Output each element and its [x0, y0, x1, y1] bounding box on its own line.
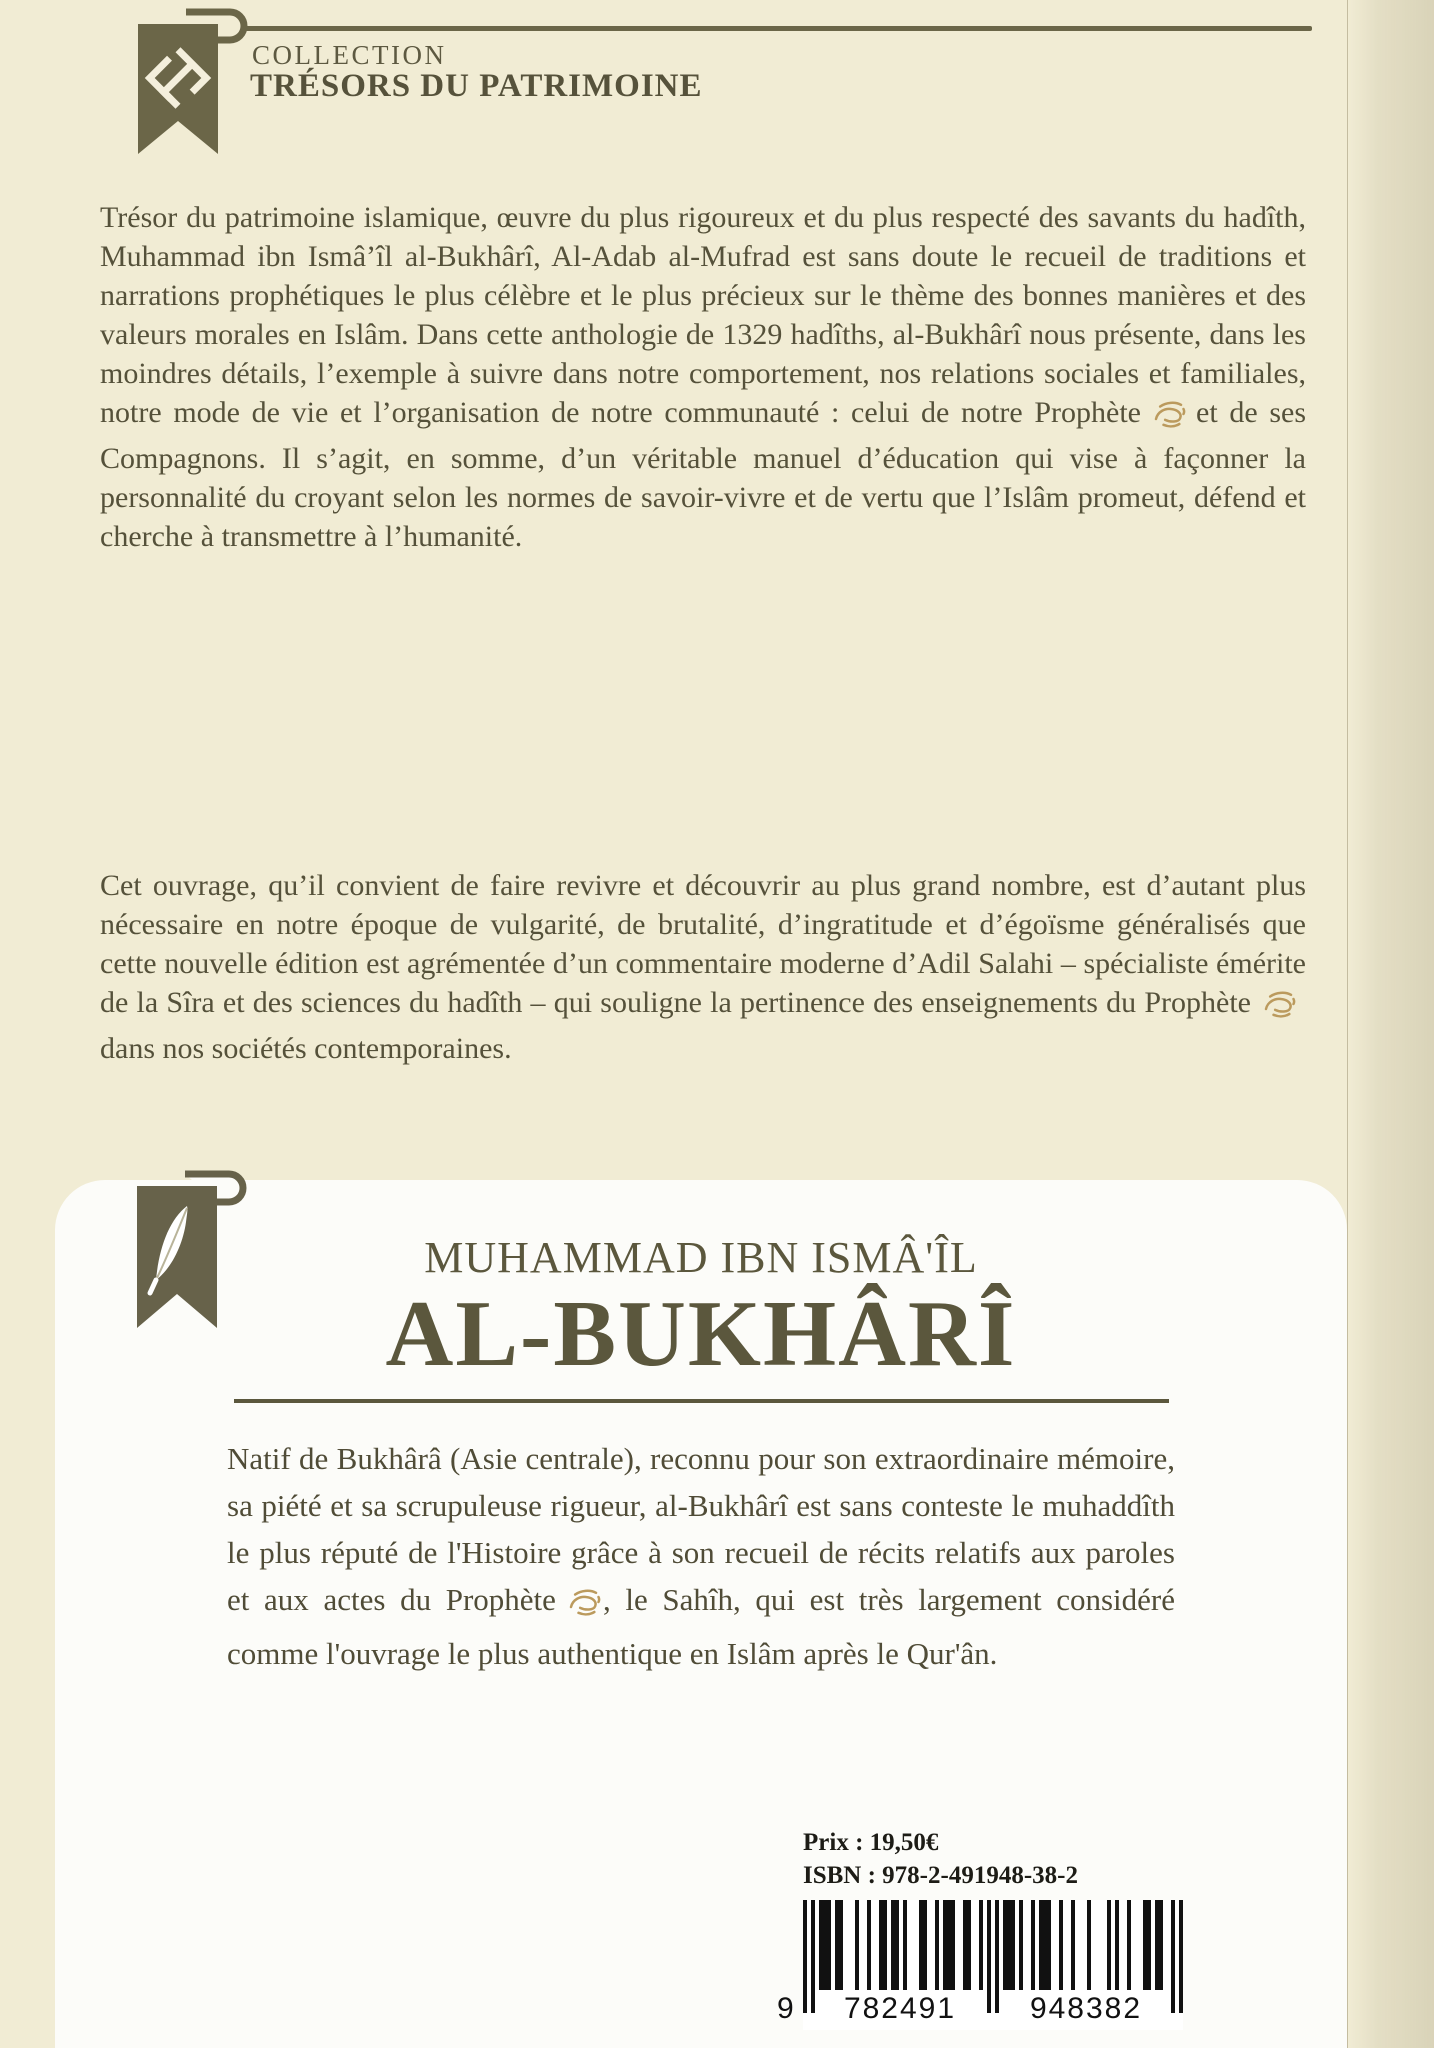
- author-panel: [55, 1180, 1347, 2048]
- page-edge-shading: [1347, 0, 1434, 2048]
- collection-name: TRÉSORS DU PATRIMOINE: [250, 68, 703, 104]
- synopsis-paragraph-1: [100, 198, 1306, 556]
- author-bookmark-icon: [125, 1166, 257, 1336]
- collection-label: COLLECTION: [252, 40, 447, 70]
- synopsis-p1-text-a: Trésor du patrimoine islamique, œuvre du plus rigoureux et du plus respecté des savants du hadîth, Muhammad ibn Ismâ’îl al-Bukhârî, Al-Adab al-Mufrad est sans doute le recueil de traditions et narrations prophétiques le plus célèbre et le plus précieux sur le thème des bonnes manières et des valeurs morales en Islâm. Dans cette anthologie de 1329 hadîths, al-Bukhârî nous présente, dans les moindres détails, l’exemple à suivre dans notre comportement, nos relations sociales et familiales, notre mode de vie et l’organisation de notre communauté : celui de notre Prophète: [100, 201, 1306, 429]
- barcode-left-group: 782491: [843, 1992, 957, 2025]
- prophet-honorific-icon: [1260, 989, 1297, 1029]
- author-rule: [234, 1399, 1169, 1403]
- author-name-line2: AL-BUKHÂRÎ: [385, 1282, 1017, 1386]
- synopsis-p2-text-b: dans nos sociétés contemporaines.: [100, 1032, 512, 1065]
- price-label: Prix : 19,50€: [803, 1829, 939, 1856]
- bookmark-ribbon-icon: [125, 1166, 257, 1336]
- isbn-label: ISBN : 978-2-491948-38-2: [803, 1862, 1078, 1889]
- prophet-honorific-icon: [565, 1583, 602, 1630]
- prophet-honorific-icon: [1150, 399, 1187, 439]
- author-bio: [227, 1435, 1175, 1677]
- collection-bookmark-icon: [126, 4, 258, 160]
- synopsis-p1-text-b: et de ses Compagnons. Il s’agit, en somme, d’un véritable manuel d’éducation qui vise à façonner la personnalité du croyant selon les normes de savoir-vivre et de vertu que l’Islâm promeut, défend et cherche à transmettre à l’humanité.: [100, 396, 1306, 553]
- ean13-barcode: [777, 1900, 1183, 2030]
- bookmark-ribbon-icon: [126, 4, 258, 160]
- barcode-right-group: 948382: [1029, 1992, 1143, 2025]
- synopsis-p2-text-a: Cet ouvrage, qu’il convient de faire revivre et découvrir au plus grand nombre, est d’autant plus nécessaire en notre époque de vulgarité, de brutalité, d’ingratitude et d’égoïsme généralisés que cette nouvelle édition est agrémentée d’un commentaire moderne d’Adil Salahi – spécialiste émérite de la Sîra et des sciences du hadîth – qui souligne la pertinence des enseignements du Prophète: [100, 869, 1306, 1019]
- barcode-system-digit: 9: [777, 1992, 796, 2025]
- author-name-line1: MUHAMMAD IBN ISMÂ'ÎL: [424, 1233, 978, 1282]
- synopsis-paragraph-2: [100, 866, 1306, 1068]
- price-block: [777, 1826, 1283, 2030]
- author-bio-text-a: Natif de Bukhârâ (Asie centrale), reconnu pour son extraordinaire mémoire, sa piété et sa scrupuleuse rigueur, al-Bukhârî est sans conteste le muhaddîth le plus réputé de l'Histoire grâce à son recueil de récits relatifs aux paroles et aux actes du Prophète: [227, 1440, 1175, 1617]
- author-bio-text-b: , le Sahîh, qui est très largement considéré comme l'ouvrage le plus authentique en Islâm après le Qur'ân.: [227, 1581, 1176, 1671]
- header-rule: [240, 26, 1312, 31]
